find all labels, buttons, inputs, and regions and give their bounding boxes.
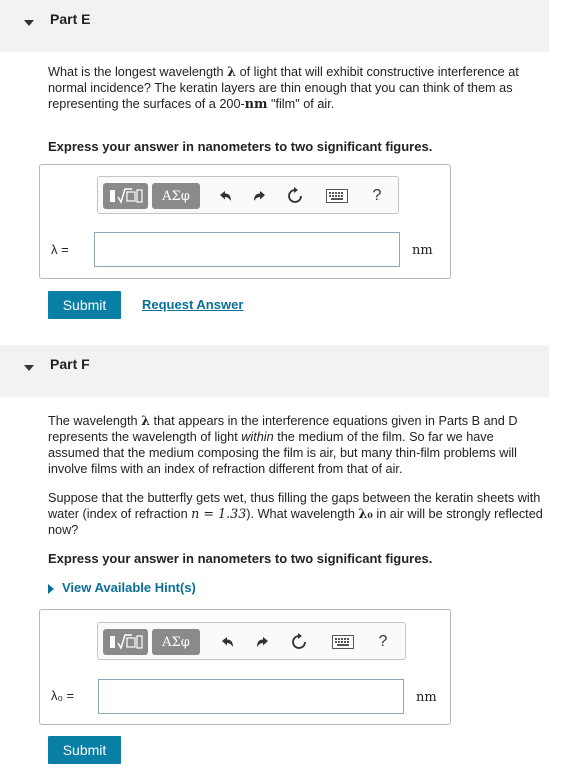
math-toolbar [97, 176, 399, 214]
reset-icon[interactable] [284, 185, 306, 207]
greek-symbols-button[interactable]: ΑΣφ [152, 183, 200, 209]
unit-label: nm [416, 690, 437, 705]
view-hints-link[interactable]: View Available Hint(s) [48, 580, 196, 595]
submit-button[interactable]: Submit [48, 291, 121, 319]
redo-icon[interactable] [252, 631, 274, 653]
answer-label: λ = [51, 242, 69, 257]
unit-label: nm [412, 243, 433, 258]
collapse-caret-icon[interactable] [24, 365, 34, 371]
expand-triangle-icon [48, 584, 54, 594]
help-icon[interactable]: ? [372, 187, 382, 204]
redo-icon[interactable] [249, 185, 271, 207]
template-button[interactable] [103, 183, 148, 209]
part-f-instruction: Express your answer in nanometers to two significant figures. [48, 551, 433, 566]
part-e-question: What is the longest wavelength λ of light that will exhibit constructive interference at normal incidence? The keratin layers are thin enough that you can think of them as representing the surfaces of a 200-nm "film" of air. [48, 64, 519, 111]
keyboard-icon[interactable] [324, 185, 350, 207]
part-e-instruction: Express your answer in nanometers to two significant figures. [48, 139, 433, 154]
templates-icon [108, 633, 144, 651]
part-e-header[interactable] [0, 0, 549, 52]
part-e-answer-panel [39, 164, 451, 279]
greek-symbols-button[interactable]: ΑΣφ [152, 629, 200, 655]
keyboard-icon[interactable] [330, 631, 356, 653]
part-f-paragraph-2: Suppose that the butterfly gets wet, thus filling the gaps between the keratin sheets with water (index of refraction n = 1.33). What wavelength λ₀ in air will be strongly reflected now? [48, 491, 543, 537]
reset-icon[interactable] [288, 631, 310, 653]
part-f-paragraph-1: The wavelength λ that appears in the interference equations given in Parts B and D represents the wavelength of light within the medium of the film. So far we have assumed that the medium composing the film is air, but many thin-film problems will involve films with an index of refraction different from that of air. [48, 413, 518, 476]
answer-input[interactable] [98, 679, 404, 714]
answer-label: λ₀ = [51, 688, 75, 703]
math-toolbar [97, 622, 406, 660]
template-button[interactable] [103, 629, 148, 655]
answer-input[interactable] [94, 232, 400, 267]
undo-icon[interactable] [216, 631, 238, 653]
collapse-caret-icon[interactable] [24, 20, 34, 26]
undo-icon[interactable] [214, 185, 236, 207]
request-answer-link[interactable]: Request Answer [142, 297, 244, 312]
part-f-answer-panel [39, 609, 451, 725]
part-title: Part E [50, 11, 91, 27]
part-title: Part F [50, 356, 90, 372]
help-icon[interactable]: ? [378, 633, 388, 650]
part-f-header[interactable] [0, 345, 549, 397]
templates-icon [108, 187, 144, 205]
submit-button[interactable]: Submit [48, 736, 121, 764]
